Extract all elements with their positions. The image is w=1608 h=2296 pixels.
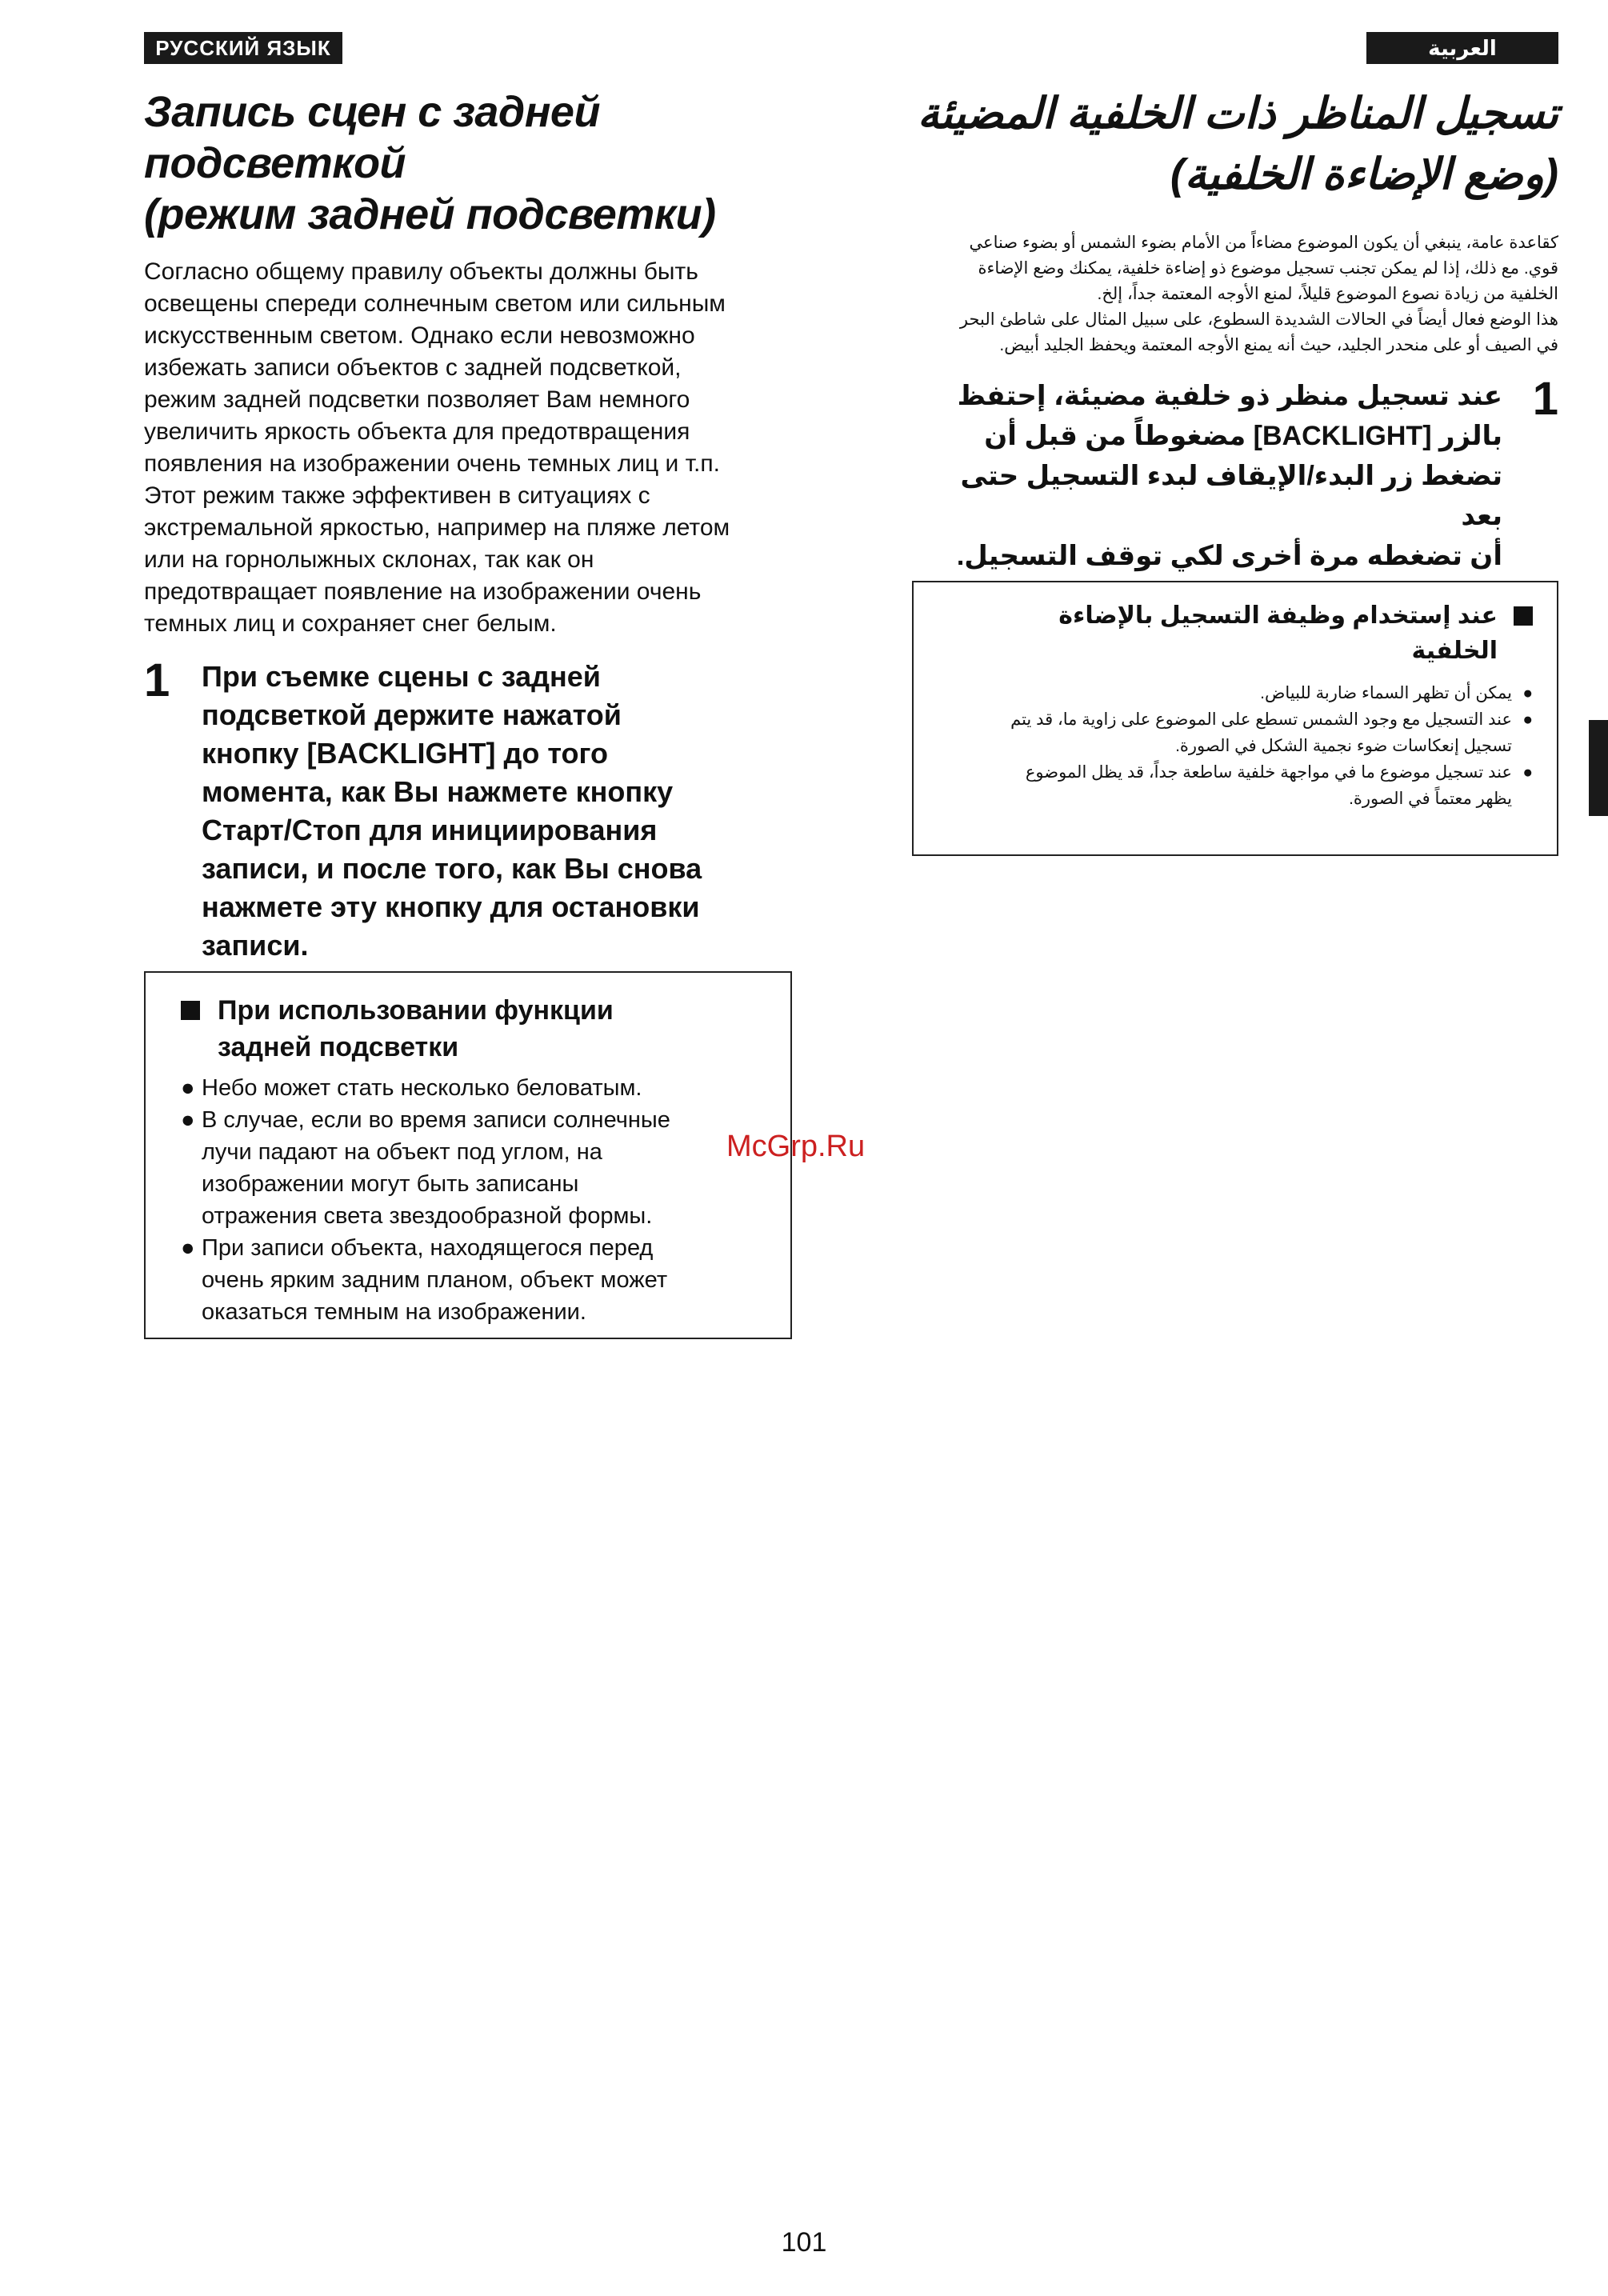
ru-step-number: 1 [144,654,170,706]
bullet-icon: ● [181,1107,195,1133]
ru-step-1 [144,654,784,965]
bullet-icon: ● [1522,710,1533,729]
ru-note-box [144,971,792,1339]
ru-step-line: нажмете эту кнопку для остановки [202,890,700,923]
ru-step-line: Старт/Стоп для инициирования [202,814,658,846]
ru-intro-line: увеличить яркость объекта для предотвращения [144,418,690,445]
ar-step-line: بالزر [BACKLIGHT] مضغوطاً من قبل أن [984,421,1502,451]
ru-note-line: лучи падают на объект под углом, на [202,1139,602,1165]
ru-title-line: подсветкой [144,139,406,187]
ar-intro-line: في الصيف أو على منحدر الجليد، حيث أنه يمنع الأوجه المعتمة ويحفظ الجليد أبيض. [999,336,1558,354]
ru-note-list [181,1072,758,1328]
ar-note-line: تسجيل إنعكاسات ضوء نجمية الشكل في الصورة. [1175,737,1512,755]
ru-step-line: записи, и после того, как Вы снова [202,852,702,885]
bullet-icon: ● [181,1235,195,1261]
page-number: 101 [781,2227,827,2258]
ru-note-line: отражения света звездообразной формы. [202,1203,653,1229]
ru-step-line: подсветкой держите нажатой [202,698,622,731]
ru-step-text [202,658,702,965]
ru-step-line: При съемке сцены с задней [202,660,601,693]
ar-intro-line: قوي. مع ذلك، إذا لم يمكن تجنب تسجيل موضوع ذو إضاءة خلفية، يمكنك وضع الإضاءة [978,259,1558,278]
ru-note-heading-line: задней подсветки [218,1032,459,1062]
ar-note-heading-line: الخلفية [1411,638,1498,664]
ru-intro-line: появления на изображении очень темных лиц и т.п. [144,450,720,477]
section-edge-marker [1589,720,1608,816]
square-bullet-icon [181,1001,200,1020]
ar-step-line: أن تضغطه مرة أخرى لكي توقف التسجيل. [956,541,1502,571]
ar-note-list [938,680,1533,812]
ru-intro-line: избежать записи объектов с задней подсветкой, [144,354,682,381]
ar-step-line: عند تسجيل منظر ذو خلفية مضيئة، إحتفظ [957,381,1502,411]
ar-note-line: عند التسجيل مع وجود الشمس تسطع على الموضوع على زاوية ما، قد يتم [1010,710,1512,729]
ru-step-line: момента, как Вы нажмете кнопку [202,775,674,808]
ru-note-line: В случае, если во время записи солнечные [202,1107,670,1133]
ar-step-number: 1 [1532,373,1558,425]
list-item [181,1104,758,1232]
ru-intro-line: искусственным светом. Однако если невозможно [144,322,695,349]
ru-language-tab: РУССКИЙ ЯЗЫК [144,32,342,64]
bullet-icon: ● [1522,684,1533,702]
list-item [181,1232,758,1328]
ru-step-line: записи. [202,929,309,962]
watermark-text: McGrp.Ru [726,1130,866,1163]
square-bullet-icon [1514,606,1533,626]
list-item [181,1072,758,1104]
arabic-column [912,83,1558,576]
bullet-icon: ● [1522,763,1533,782]
ru-note-heading-line: При использовании функции [218,995,614,1026]
ru-note-line: При записи объекта, находящегося перед [202,1235,654,1261]
ar-step-text [912,376,1502,576]
ru-note-line: Небо может стать несколько беловатым. [202,1075,642,1101]
ru-title-line: (режим задней подсветки) [144,190,716,238]
ru-page-title [144,86,784,240]
ar-title-line: (وضع الإضاءة الخلفية) [1170,150,1558,198]
ru-note-heading [181,992,758,1066]
ru-intro-line: освещены спереди солнечным светом или сильным [144,290,726,317]
ar-title-line: تسجيل المناظر ذات الخلفية المضيئة [917,90,1558,138]
list-item [938,706,1533,759]
ru-intro-line: или на горнолыжных склонах, так как он [144,546,594,573]
ru-intro-paragraph [144,256,784,640]
ru-step-line: кнопку [BACKLIGHT] до того [202,737,608,770]
ar-intro-line: الخلفية من زيادة نصوع الموضوع قليلاً، لمنع الأوجه المعتمة جداً، إلخ. [1097,285,1558,303]
ru-intro-line: экстремальной яркостью, например на пляже летом [144,514,730,541]
ru-intro-line: темных лиц и сохраняет снег белым. [144,610,557,637]
list-item [938,759,1533,812]
ar-note-line: يمكن أن تظهر السماء ضاربة للبياض. [1260,684,1512,702]
ar-note-box [912,581,1558,856]
ru-note-line: изображении могут быть записаны [202,1171,579,1197]
ru-title-line: Запись сцен с задней [144,88,600,136]
ar-page-title [912,83,1558,205]
ar-intro-line: هذا الوضع فعال أيضاً في الحالات الشديدة السطوع، على سبيل المثال على شاطئ البحر [959,310,1558,329]
ar-note-heading [938,598,1533,669]
ar-step-1 [912,373,1558,576]
russian-column [144,86,784,965]
ar-intro-paragraph [912,230,1558,358]
ru-intro-line: Согласно общему правилу объекты должны быть [144,258,698,285]
list-item [938,680,1533,706]
ru-intro-line: Этот режим также эффективен в ситуациях с [144,482,650,509]
ru-intro-line: режим задней подсветки позволяет Вам немного [144,386,690,413]
ar-language-tab: العربية [1366,32,1558,64]
ar-step-line: تضغط زر البدء/الإيقاف لبدء التسجيل حتى بعد [960,461,1502,531]
ar-note-heading-line: عند إستخدام وظيفة التسجيل بالإضاءة [1058,602,1498,629]
ru-note-line: очень ярким задним планом, объект может [202,1267,668,1293]
ar-intro-line: كقاعدة عامة، ينبغي أن يكون الموضوع مضاءاً من الأمام بضوء الشمس أو بضوء صناعي [969,234,1558,252]
ru-note-line: оказаться темным на изображении. [202,1299,586,1325]
ar-note-line: عند تسجيل موضوع ما في مواجهة خلفية ساطعة جداً، قد يظل الموضوع [1025,763,1512,782]
ar-note-line: يظهر معتماً في الصورة. [1349,790,1512,808]
bullet-icon: ● [181,1075,195,1101]
ru-intro-line: предотвращает появление на изображении очень [144,578,702,605]
